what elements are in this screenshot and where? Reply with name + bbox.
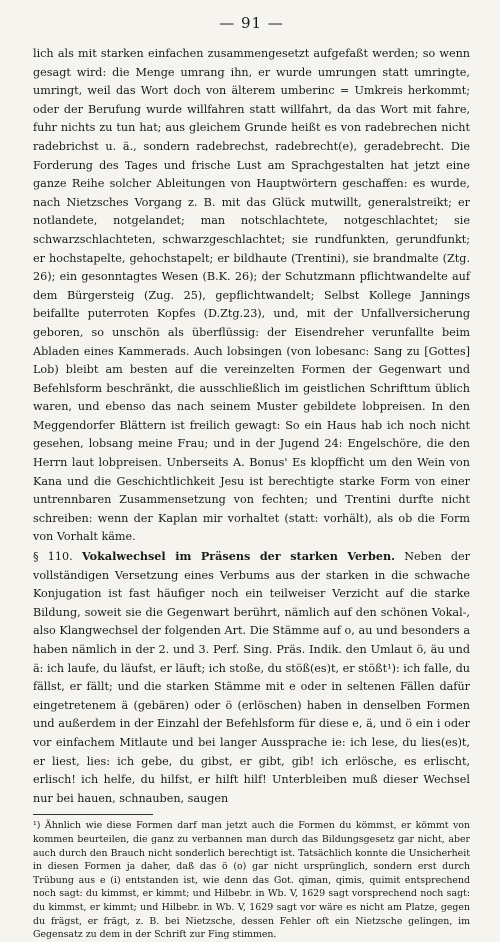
footnote: ¹) Ähnlich wie diese Formen darf man jetzt auch die Formen du kömmst, er kömmt von kommen beurteilen, die ganz zu verbannen man durch das Bildungsgesetz gar nicht, aber auch durch den Brauch nicht sonderlich berechtigt ist. Tatsächlich konnte die Unsicherheit in diesen Formen ja daher, daß das ö (o) gar nicht ursprünglich, sondern erst durch Trübung aus e (i) entstanden ist, wie denn das Got. qiman, qimis, quimit entsprechend noch sagt: du kimmst, er kimmt; und Hilbebr. in Wb. V, 1629 sagt vorsprechend noch sagt: du kimmst, er kimmt; und Hilbebr. in Wb. V, 1629 sagt vor wäre es nicht am Platze, gegen du frägst, er frägt, z. B. bei Nietzsche, dessen Fehler oft ein Nietzsche gelingen, im Gegensatz zu dem in der Schrift zur Fing stimmen. (33, 820, 470, 941)
section-110 (33, 547, 470, 808)
section-body: Neben der vollständigen Versetzung eines Verbums aus der starken in die schwache Konjugation ist fast häufiger noch ein teilweiser Verzicht auf die starke Bildung, soweit sie die Gegenwart berührt, nämlich auf den schönen Vokal-, also Klangwechsel der folgenden Art. Die Stämme auf o, au und besonders a haben nämlich in der 2. und 3. Perf. Sing. Präs. Indik. den Umlaut ö, äu und ä: ich laufe, du läufst, er läuft; ich stoße, du stöß(es)t, er stößt¹): ich falle, du fällst, er fällt; und die starken Stämme mit e oder in seltenen Fällen dafür eingetretenem ä (gebären) oder ö (erlöschen) haben in denselben Formen und außerdem in der Einzahl der Befehlsform für diese e, ä, und ö ein i oder vor einfachem Mitlaute und bei langer Aussprache ie: ich lese, du lies(es)t, er liest, lies: ich gebe, du gibst, er gibt, gib! ich erlösche, es erlischt, erlisch! ich helfe, du hilfst, er hilft hilf! Unterbleiben muß dieser Wechsel nur bei hauen, schnauben, saugen (33, 550, 470, 805)
section-title: Vokalwechsel im Präsens der starken Verben. (81, 549, 396, 564)
footnote-divider (33, 814, 153, 815)
section-number: § 110. (33, 550, 73, 564)
page-number: — 91 — (219, 14, 284, 32)
main-paragraph: lich als mit starken einfachen zusammengesetzt aufgefaßt werden; so wenn gesagt wird: die Menge umrang ihn, er wurde umrungen statt umringte, umringt, weil das Wort doch von älterem umberinc = Umkreis herkommt; oder der Berufung wurde willfahren statt willfahrt, da das Wort mit fahre, fuhr nichts zu tun hat; aus gleichem Grunde heißt es von radebrechen nicht radebrichst u. ä., sondern radebrechst, radebrecht(e), geradebrecht. Die Forderung des Tages und frische Lust am Sprachgestalten hat jetzt eine ganze Reihe solcher Ableitungen von Hauptwörtern geschaffen: es wurde, nach Nietzsches Vorgang z. B. mit das Glück mutwillt, generalstreikt; er notlandete, notgelandet; man notschlachtete, notgeschlachtet; sie schwarzschlachteten, schwarzgeschlachtet; sie rundfunkten, gerundfunkt; er hochstapelte, gehochstapelt; er bildhaute (Trentini), sie brandmalte (Ztg. 26); ein gesonntagtes Wesen (B.K. 26); der Schutzmann pflichtwandelte auf dem Bürgersteig (Zug. 25), gepflichtwandelt; Selbst Kollege Jannings beifallte puterroten Kopfes (D.Ztg.23), und, mit der Unfallversicherung geboren, so unschön als überflüssig: der Eisendreher verunfallte beim Abladen eines Kammerads. Auch lobsingen (von lobesanc: Sang zu [Gottes] Lob) bleibt am besten auf die vereinzelten Formen der Gegenwart und Befehlsform beschränkt, die ausschließlich im geistlichen Schrifttum üblich waren, und ebenso das nach seinem Muster gebildete lobpreisen. In den Meggendorfer Blättern ist freilich gewagt: So ein Haus hab ich noch nicht gesehen, lobsang meine Frau; und in der Jugend 24: Engelschöre, die den Herrn laut lobpreisen. Unberseits A. Bonus' Es klopfficht um den Wein von Kana und die Geschichtlichkeit Jesu ist berechtigte starke Form von einer untrennbaren Zusammensetzung von fechten; und Trentini durfte nicht schreiben: wenn der Kaplan mir vorhaltet (statt: vorhält), als ob die Form von Vorhalt käme. (33, 47, 470, 544)
